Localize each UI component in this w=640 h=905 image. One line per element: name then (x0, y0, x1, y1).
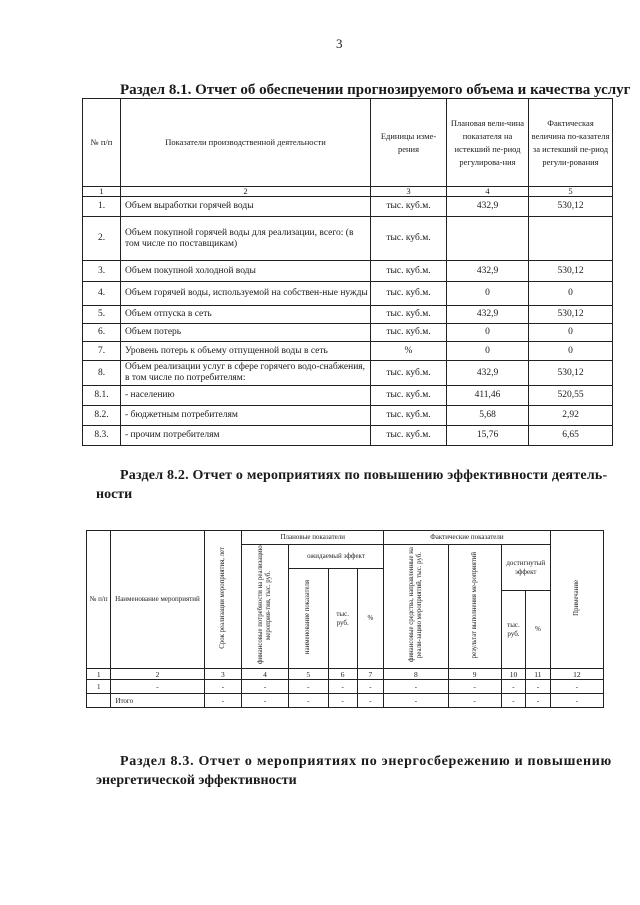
col-number: 1 (87, 669, 111, 680)
cell: - (501, 680, 525, 694)
row-num: 8.1. (83, 386, 121, 406)
cell: - (288, 680, 328, 694)
row-fact: 0 (529, 282, 613, 306)
cell-empty (87, 694, 111, 708)
col-number: 6 (328, 669, 357, 680)
cell: - (111, 680, 204, 694)
header-term (204, 531, 242, 669)
row-fact: 530,12 (529, 361, 613, 386)
row-plan: 432,9 (447, 261, 529, 282)
cell: - (204, 680, 242, 694)
row-unit: тыс. куб.м. (371, 261, 447, 282)
row-unit: тыс. куб.м. (371, 406, 447, 426)
row-num: 4. (83, 282, 121, 306)
col-number: 2 (111, 669, 204, 680)
row-unit: тыс. куб.м. (371, 324, 447, 342)
row-num: 5. (83, 306, 121, 324)
header-fin-need-text: финансовые потребности на реализацию мероприя-тия, тыс. руб. (257, 545, 273, 665)
col-number: 1 (83, 187, 121, 197)
row-plan: 432,9 (447, 306, 529, 324)
header-planned-group: Плановые показатели (242, 531, 384, 545)
table-8-2-header-row1 (87, 531, 604, 545)
col-number: 3 (371, 187, 447, 197)
cell: - (357, 680, 384, 694)
row-num: 8. (83, 361, 121, 386)
header-exp-pct: % (357, 569, 384, 669)
row-unit: тыс. куб.м. (371, 361, 447, 386)
row-fact (529, 217, 613, 261)
row-plan: 0 (447, 324, 529, 342)
header-actual-group: Фактические показатели (384, 531, 550, 545)
header-event-name: Наименование мероприятий (111, 531, 204, 669)
header-result (448, 545, 501, 669)
cell: - (357, 694, 384, 708)
row-name: - населению (121, 386, 371, 406)
col-number: 9 (448, 669, 501, 680)
header-ach-thous: тыс. руб. (501, 591, 525, 669)
row-fact: 520,55 (529, 386, 613, 406)
row-unit: тыс. куб.м. (371, 386, 447, 406)
header-fin-spent (384, 545, 448, 669)
cell: - (448, 694, 501, 708)
table-row (83, 342, 613, 361)
col-number: 5 (529, 187, 613, 197)
row-name: Объем горячей воды, используемой на собствен-ные нужды (121, 282, 371, 306)
row-num: 1. (83, 197, 121, 217)
row-unit: тыс. куб.м. (371, 282, 447, 306)
cell: - (328, 694, 357, 708)
row-name: Объем отпуска в сеть (121, 306, 371, 324)
row-fact: 530,12 (529, 306, 613, 324)
table-row (83, 282, 613, 306)
header-fin-need (242, 545, 289, 669)
cell: - (242, 680, 289, 694)
col-number: 4 (242, 669, 289, 680)
col-number: 12 (550, 669, 603, 680)
row-fact: 2,92 (529, 406, 613, 426)
cell: - (204, 694, 242, 708)
header-unit: Единицы изме-рения (371, 99, 447, 187)
row-fact: 0 (529, 324, 613, 342)
cell: - (526, 694, 550, 708)
table-total-row (87, 694, 604, 708)
table-8-2 (86, 530, 604, 708)
row-plan: 411,46 (447, 386, 529, 406)
cell: - (328, 680, 357, 694)
table-row (83, 261, 613, 282)
header-expected-effect: ожидаемый эффект (288, 545, 383, 569)
header-exp-indicator-text: наименование показателя (304, 579, 312, 655)
cell: - (384, 680, 448, 694)
section-8-2-title-line1: Раздел 8.2. Отчет о мероприятиях по повышению эффективности деятель- (120, 468, 608, 483)
table-row (87, 680, 604, 694)
row-name: Объем покупной горячей воды для реализации, всего: (в том числе по поставщикам) (121, 217, 371, 261)
row-fact: 530,12 (529, 197, 613, 217)
section-8-3-title-line2: энергетической эффективности (96, 773, 297, 788)
row-plan: 0 (447, 282, 529, 306)
row-num: 6. (83, 324, 121, 342)
cell: - (448, 680, 501, 694)
row-num: 2. (83, 217, 121, 261)
header-indicator: Показатели производственной деятельности (121, 99, 371, 187)
page-number: 3 (336, 36, 343, 51)
row-num: 3. (83, 261, 121, 282)
col-number: 11 (526, 669, 550, 680)
row-name: Объем покупной холодной воды (121, 261, 371, 282)
row-num: 8.2. (83, 406, 121, 426)
col-number: 2 (121, 187, 371, 197)
table-row (83, 361, 613, 386)
row-plan: 432,9 (447, 197, 529, 217)
cell: 1 (87, 680, 111, 694)
total-label: Итого (111, 694, 204, 708)
header-num: № п/п (83, 99, 121, 187)
row-plan (447, 217, 529, 261)
row-name: Уровень потерь к объему отпущенной воды в сеть (121, 342, 371, 361)
header-note-text: Примечание (572, 580, 580, 616)
col-number: 8 (384, 669, 448, 680)
row-unit: тыс. куб.м. (371, 217, 447, 261)
cell: - (526, 680, 550, 694)
cell: - (242, 694, 289, 708)
cell: - (550, 694, 603, 708)
section-8-3-title (96, 752, 612, 790)
col-number: 4 (447, 187, 529, 197)
section-8-3-title-line1: Раздел 8.3. Отчет о мероприятиях по энергосбережению и повышению (120, 754, 612, 769)
row-num: 7. (83, 342, 121, 361)
table-8-1-header-row (83, 99, 613, 187)
header-actual: Фактическая величина по-казателя за истекший пе-риод регули-рования (529, 99, 613, 187)
row-fact: 530,12 (529, 261, 613, 282)
table-row (83, 324, 613, 342)
header-num: № п/п (87, 531, 111, 669)
row-name: - прочим потребителям (121, 426, 371, 446)
section-8-2-title (96, 466, 608, 504)
header-ach-pct: % (526, 591, 550, 669)
cell: - (288, 694, 328, 708)
col-number: 5 (288, 669, 328, 680)
row-unit: % (371, 342, 447, 361)
row-name: Объем выработки горячей воды (121, 197, 371, 217)
row-plan: 432,9 (447, 361, 529, 386)
header-result-text: результат выполнения ме-роприятий (470, 551, 478, 659)
table-row (83, 217, 613, 261)
table-row (83, 426, 613, 446)
cell: - (384, 694, 448, 708)
col-number: 3 (204, 669, 242, 680)
header-note (550, 531, 603, 669)
col-number: 7 (357, 669, 384, 680)
row-fact: 0 (529, 342, 613, 361)
col-number: 10 (501, 669, 525, 680)
row-plan: 0 (447, 342, 529, 361)
header-planned: Плановая вели-чина показателя на истекший пе-риод регулирова-ния (447, 99, 529, 187)
row-unit: тыс. куб.м. (371, 197, 447, 217)
section-8-1-title: Раздел 8.1. Отчет об обеспечении прогнозируемого объема и качества услуг (120, 82, 631, 98)
row-num: 8.3. (83, 426, 121, 446)
row-name: - бюджетным потребителям (121, 406, 371, 426)
table-row (83, 197, 613, 217)
row-plan: 5,68 (447, 406, 529, 426)
row-name: Объем реализации услуг в сфере горячего водо-снабжения, в том числе по потребителям: (121, 361, 371, 386)
header-fin-spent-text: финансовые средства, направленные на реали-зацию мероприятий, тыс. руб. (407, 547, 423, 663)
cell: - (550, 680, 603, 694)
table-row (83, 306, 613, 324)
table-8-2-column-number-row (87, 669, 604, 680)
column-number-row (83, 187, 613, 197)
row-fact: 6,65 (529, 426, 613, 446)
table-row (83, 386, 613, 406)
row-unit: тыс. куб.м. (371, 426, 447, 446)
row-unit: тыс. куб.м. (371, 306, 447, 324)
row-plan: 15,76 (447, 426, 529, 446)
cell: - (501, 694, 525, 708)
header-achieved-effect: достигнутый эффект (501, 545, 550, 591)
table-row (83, 406, 613, 426)
section-8-2-title-line2: ности (96, 487, 133, 502)
header-exp-thous: тыс. руб. (328, 569, 357, 669)
header-exp-indicator (288, 569, 328, 669)
header-term-text: Срок реализации мероприятия, лет (218, 547, 226, 649)
row-name: Объем потерь (121, 324, 371, 342)
table-8-1 (82, 98, 613, 446)
